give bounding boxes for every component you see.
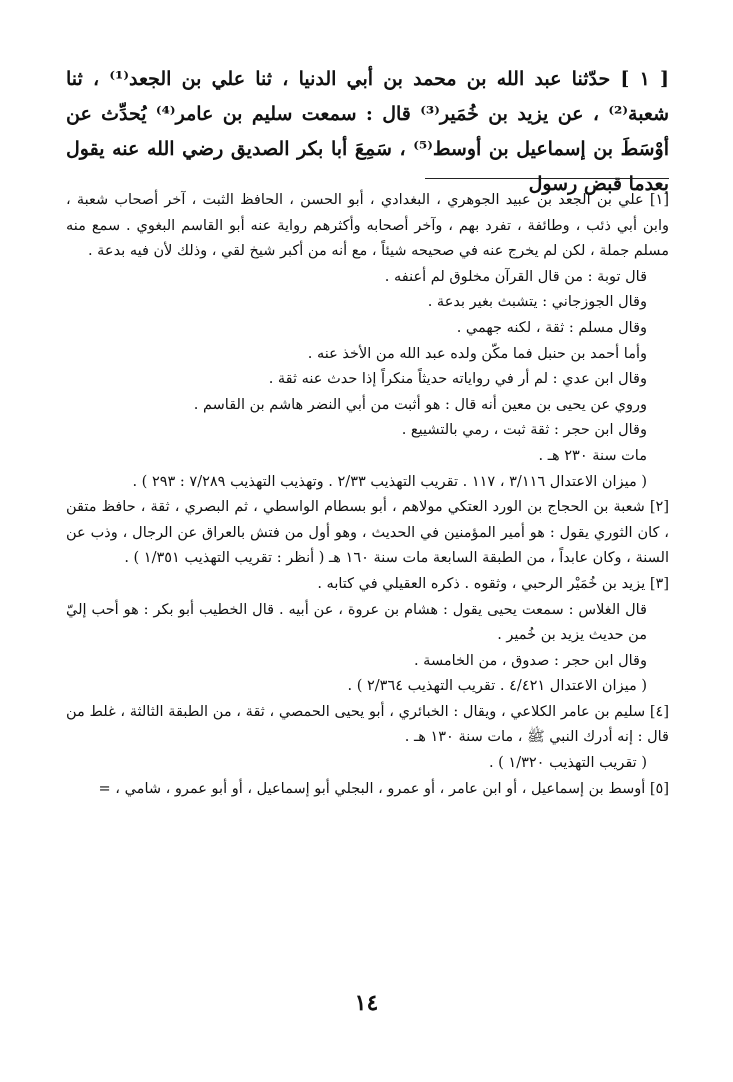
footnote-3-line: قال الغلاس : سمعت يحيى يقول : هشام بن عروة ، عن أبيه . قال الخطيب أبو بكر : هو أحب إليّ من حديث يزيد بن خُمير . [66,601,647,644]
footnote-4: [٤] سليم بن عامر الكلاعي ، ويقال : الخبائري ، أبو يحيى الحمصي ، ثقة ، من الطبقة الثالثة ، غلط من قال : إنه أدرك النبي ﷺ ، مات سنة ١٣٠ هـ . [66,703,669,746]
main-text-block [66,62,669,202]
footnote-1-references: ( ميزان الاعتدال ٣/١١٦ ، ١١٧ . تقريب التهذيب ٢/٣٣ . وتهذيب التهذيب ٧/٢٨٩ : ٢٩٣ ) . [132,473,647,490]
footnote-1-line: وروي عن يحيى بن معين أنه قال : هو أثبت من أبي النضر هاشم بن القاسم . [193,396,647,413]
footnote-1-line: قال توبة : من قال القرآن مخلوق لم أعنفه . [384,268,647,285]
footnote-1: [١] علي بن الجعد بن عبيد الجوهري ، البغدادي ، أبو الحسن ، الحافظ الثبت ، آخر أصحاب شعبة ، وابن أبي ذئب ، وطائفة ، تفرد بهم ، وآخر أصحابه وأكثرهم رواية عنه أبو القاسم البغوي . سمع منه مسلم جملة ، لكن لم يخرج عنه في صحيحه شيئاً ، مع أنه من أكبر شيخ لقي ، وذلك لأن فيه بدعة . [66,192,669,260]
footnote-1-line: وقال مسلم : ثقة ، لكنه جهمي . [456,319,647,336]
footnote-1-line: وقال الجوزجاني : يتشبث بغير بدعة . [427,294,647,311]
footnotes [66,188,669,802]
footnote-5: [٥] أوسط بن إسماعيل ، أو ابن عامر ، أو عمرو ، البجلي أبو إسماعيل ، أو أبو عمرو ، شامي ، = [98,780,669,797]
footnote-3-line: وقال ابن حجر : صدوق ، من الخامسة . [413,652,647,669]
footnote-3-references: ( ميزان الاعتدال ٤/٤٢١ . تقريب التهذيب ٢/٣٦٤ ) . [347,678,647,695]
footnote-4-references: ( تقريب التهذيب ١/٣٢٠ ) . [488,755,647,772]
footnote-3: [٣] يزيد بن خُمَيْر الرحبي ، وثقوه . ذكره العقيلي في كتابه . [317,575,669,592]
footnote-separator [425,178,669,179]
footnote-1-line: مات سنة ٢٣٠ هـ . [538,447,647,464]
hadith-text: [ ١ ] حدّثنا عبد الله بن محمد بن أبي الدنيا ، ثنا علي بن الجعد⁽¹⁾ ، ثنا شعبة⁽²⁾ ، عن يزيد بن خُمَير⁽³⁾ قال : سمعت سليم بن عامر⁽⁴⁾ يُحدِّث عن أوْسَطَ بن إسماعيل بن أوسط⁽⁵⁾ ، سَمِعَ أبا بكر الصديق رضي الله عنه يقول بعدما قبض رسول [66,68,670,195]
footnote-1-line: وأما أحمد بن حنبل فما مكّن ولده عبد الله من الأخذ عنه . [307,345,647,362]
footnote-1-line: وقال ابن حجر : ثقة ثبت ، رمي بالتشييع . [401,422,647,439]
page-number: ١٤ [354,990,379,1016]
footnote-2: [٢] شعبة بن الحجاج بن الورد العتكي مولاهم ، أبو بسطام الواسطي ، ثم البصري ، ثقة ، حافظ متقن ، كان الثوري يقول : هو أمير المؤمنين في الحديث ، وهو أول من فتش بالعراق عن الرجال ، وذب عن السنة ، وكان عابداً ، من الطبقة السابعة مات سنة ١٦٠ هـ ( أنظر : تقريب التهذيب ١/٣٥١ ) . [66,499,669,567]
footnote-1-line: وقال ابن عدي : لم أر في رواياته حديثاً منكراً إذا حدث عنه ثقة . [268,371,647,388]
